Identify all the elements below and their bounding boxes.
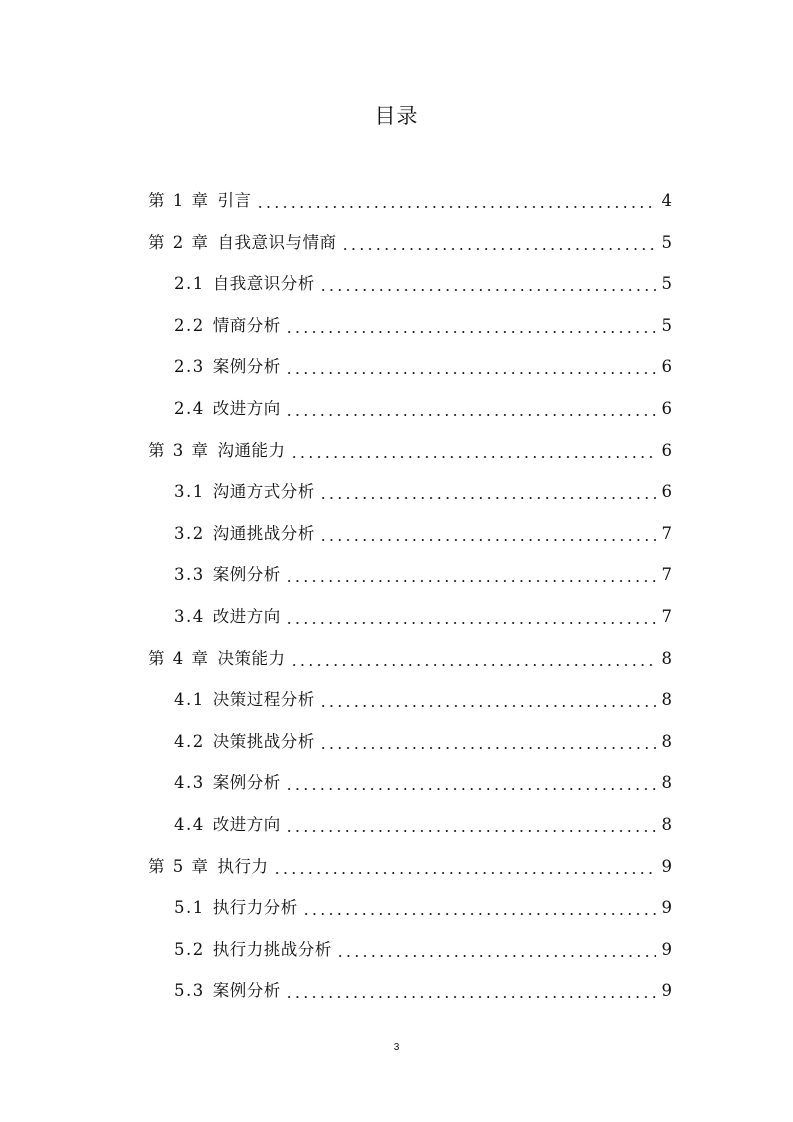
- toc-entry-number: 5.2: [174, 939, 205, 959]
- toc-entry-number: 3.1: [174, 482, 205, 502]
- toc-entry-page: 9: [661, 981, 672, 1001]
- toc-entry-title: 案例分析: [212, 565, 281, 585]
- toc-entry-page: 8: [661, 648, 672, 668]
- toc-entry-number: 5.1: [174, 898, 205, 918]
- toc-dot-leader: [319, 264, 656, 304]
- toc-entry[interactable]: [148, 181, 672, 221]
- toc-entry-number: 2.4: [174, 399, 205, 418]
- toc-entry-title: 自我意识与情商: [217, 232, 337, 252]
- toc-dot-leader: [302, 888, 656, 928]
- toc-entry-number: 3.2: [174, 523, 205, 543]
- toc-entry-title: 决策挑战分析: [212, 731, 315, 751]
- toc-entry-title: 情商分析: [212, 315, 281, 335]
- toc-entry-number: 2.2: [174, 315, 205, 335]
- toc-entry-number: 第 3 章: [148, 440, 210, 460]
- toc-entry-page: 5: [661, 315, 672, 335]
- toc-dot-leader: [285, 555, 656, 595]
- toc-entry-page: 8: [661, 815, 672, 834]
- toc-dot-leader: [319, 722, 656, 762]
- toc-entry-page: 6: [661, 440, 672, 460]
- toc-entry[interactable]: [174, 264, 672, 304]
- toc-dot-leader: [319, 680, 656, 720]
- toc-entry-page: 6: [661, 399, 672, 418]
- toc-entry[interactable]: [174, 389, 672, 429]
- toc-entry-title: 案例分析: [212, 773, 281, 793]
- toc-entry-number: 4.1: [174, 690, 205, 710]
- page-title: 目录: [374, 104, 419, 128]
- toc-entry[interactable]: [148, 639, 672, 679]
- toc-entry-page: 7: [661, 565, 672, 585]
- toc-entry-page: 8: [661, 690, 672, 710]
- toc-dot-leader: [290, 431, 657, 471]
- toc-entry-title: 自我意识分析: [212, 274, 315, 294]
- toc-entry-number: 第 5 章: [148, 856, 210, 876]
- toc-entry-title: 沟通方式分析: [212, 482, 315, 502]
- toc-entry-page: 7: [661, 523, 672, 543]
- page-number: 3: [393, 1042, 400, 1053]
- toc-entry[interactable]: [148, 223, 672, 263]
- toc-entry-title: 决策过程分析: [212, 690, 315, 710]
- toc-entry[interactable]: [174, 763, 672, 803]
- toc-entry[interactable]: [174, 930, 672, 970]
- toc-entry-page: 5: [661, 232, 672, 252]
- toc-entry[interactable]: [174, 971, 672, 1011]
- toc-entry-page: 8: [661, 731, 672, 751]
- toc-entry-number: 4.2: [174, 731, 205, 751]
- toc-entry[interactable]: [148, 847, 672, 887]
- toc-entry[interactable]: [174, 680, 672, 720]
- toc-entry-title: 决策能力: [217, 648, 286, 668]
- toc-entry-title: 改进方向: [212, 399, 281, 418]
- toc-entry-number: 4.4: [174, 815, 205, 834]
- toc-entry[interactable]: [174, 555, 672, 595]
- toc-dot-leader: [285, 971, 656, 1011]
- toc-entry[interactable]: [174, 472, 672, 512]
- toc-dot-leader: [336, 930, 656, 970]
- toc-entry-page: 5: [661, 274, 672, 294]
- toc-entry-title: 沟通挑战分析: [212, 523, 315, 543]
- toc-entry-number: 2.3: [174, 357, 205, 377]
- toc-entry-number: 第 1 章: [148, 191, 210, 210]
- toc-entry-title: 执行力分析: [212, 898, 298, 918]
- toc-entry-number: 3.3: [174, 565, 205, 585]
- toc-dot-leader: [285, 306, 656, 346]
- toc-entry[interactable]: [148, 431, 672, 471]
- toc-entry-page: 4: [661, 191, 672, 210]
- toc-entry-title: 执行力挑战分析: [212, 939, 332, 959]
- toc-entry-page: 6: [661, 357, 672, 377]
- toc-dot-leader: [285, 597, 656, 637]
- toc-dot-leader: [341, 223, 657, 263]
- toc-entry-title: 沟通能力: [217, 440, 286, 460]
- toc-entry-title: 案例分析: [212, 357, 281, 377]
- toc-entry-page: 9: [661, 898, 672, 918]
- toc-entry-title: 执行力: [217, 856, 269, 876]
- toc-dot-leader: [285, 347, 656, 387]
- toc-entry-page: 9: [661, 856, 672, 876]
- toc-dot-leader: [285, 763, 656, 803]
- toc-entry[interactable]: [174, 514, 672, 554]
- toc-dot-leader: [319, 472, 656, 512]
- toc-entry[interactable]: [174, 306, 672, 346]
- toc-entry-page: 7: [661, 607, 672, 626]
- toc-dot-leader: [290, 639, 657, 679]
- toc-dot-leader: [256, 181, 657, 221]
- toc-entry-page: 6: [661, 482, 672, 502]
- toc-entry[interactable]: [174, 347, 672, 387]
- toc-dot-leader: [273, 847, 657, 887]
- toc-entry-title: 改进方向: [212, 607, 281, 626]
- toc-entry-number: 5.3: [174, 981, 205, 1001]
- toc-entry-title: 改进方向: [212, 815, 281, 834]
- toc-entry[interactable]: [174, 722, 672, 762]
- toc-entry-page: 9: [661, 939, 672, 959]
- toc-entry-title: 引言: [217, 191, 252, 210]
- toc-dot-leader: [285, 805, 656, 845]
- toc-dot-leader: [285, 389, 656, 429]
- toc-entry-number: 第 4 章: [148, 648, 210, 668]
- toc-entry-number: 2.1: [174, 274, 205, 294]
- toc-entry-title: 案例分析: [212, 981, 281, 1001]
- toc-entry-number: 3.4: [174, 607, 205, 626]
- toc-entry[interactable]: [174, 888, 672, 928]
- toc-dot-leader: [319, 514, 656, 554]
- toc-entry[interactable]: [174, 597, 672, 637]
- toc-entry-page: 8: [661, 773, 672, 793]
- toc-entry-number: 第 2 章: [148, 232, 210, 252]
- toc-entry[interactable]: [174, 805, 672, 845]
- toc-entry-number: 4.3: [174, 773, 205, 793]
